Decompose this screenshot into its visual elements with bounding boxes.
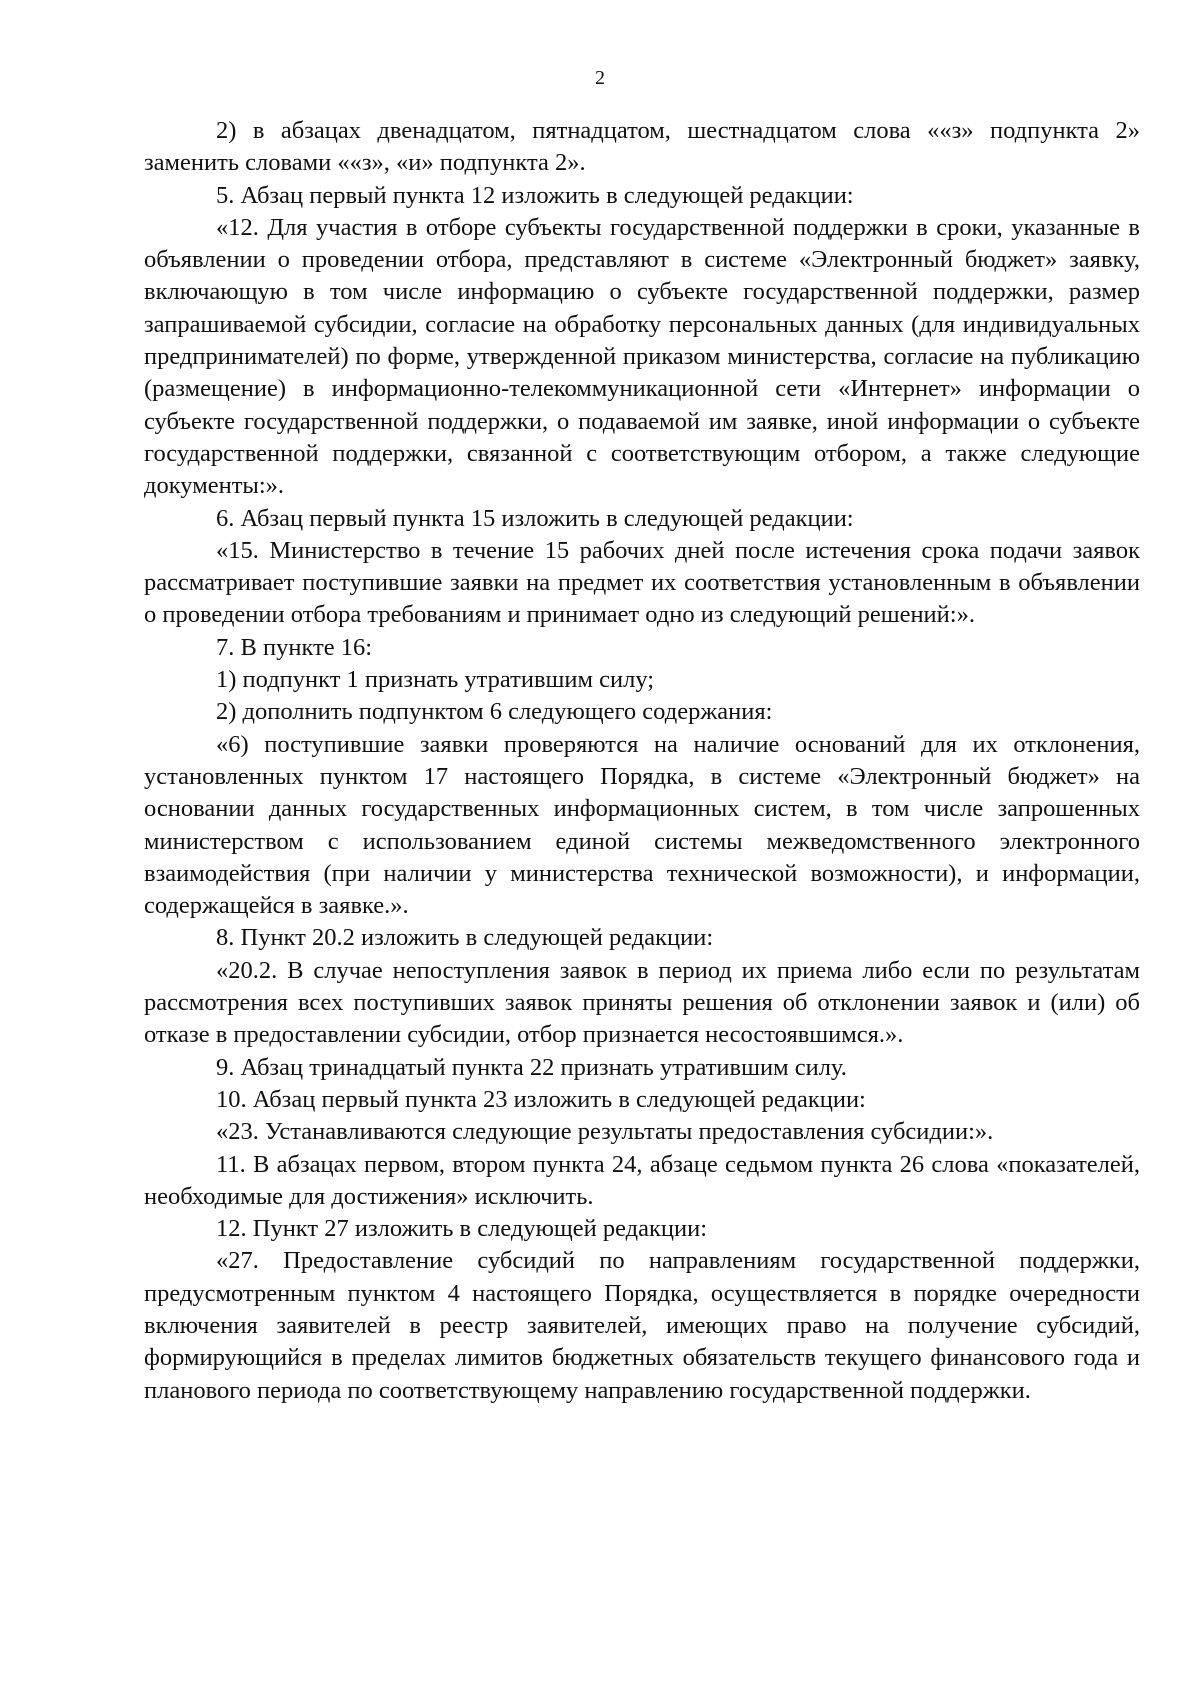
paragraph-quote-15: «15. Министерство в течение 15 рабочих дней после истечения срока подачи заявок рассматривает поступившие заявки на предмет их соответствия установленным в объявлении о проведении отбора требованиям и принимает одно из следующий решений:». xyxy=(144,536,1140,629)
paragraph-quote-6: «6) поступившие заявки проверяются на наличие оснований для их отклонения, установленных пунктом 17 настоящего Порядка, в системе «Электронный бюджет» на основании данных государственных информационных систем, в том числе запрошенных министерством с использованием единой системы межведомственного электронного взаимодействия (при наличии у министерства технической возможности), и информации, содержащейся в заявке.». xyxy=(144,730,1140,920)
paragraph-item-8: 8. Пункт 20.2 изложить в следующей редакции: xyxy=(216,924,714,952)
paragraph-subitem-2: 2) дополнить подпунктом 6 следующего содержания: xyxy=(216,698,773,726)
paragraph-quote-12: «12. Для участия в отборе субъекты государственной поддержки в сроки, указанные в объявлении о проведении отбора, представляют в системе «Электронный бюджет» заявку, включающую в том числе информацию о субъекте государственной поддержки, размер запрашиваемой субсидии, согласие на обработку персональных данных (для индивидуальных предпринимателей) по форме, утвержденной приказом министерства, согласие на публикацию (размещение) в информационно-телекоммуникационной сети «Интернет» информации о субъекте государственной поддержки, о подаваемой им заявке, иной информации о субъекте государственной поддержки, связанной с соответствующим отбором, а также следующие документы:». xyxy=(144,213,1140,500)
paragraph-item-5: 5. Абзац первый пункта 12 изложить в следующей редакции: xyxy=(216,181,854,209)
paragraph-item-6: 6. Абзац первый пункта 15 изложить в следующей редакции: xyxy=(216,504,854,532)
page-number: 2 xyxy=(595,67,605,89)
paragraph-item-10: 10. Абзац первый пункта 23 изложить в следующей редакции: xyxy=(216,1085,866,1113)
paragraph-quote-23: «23. Устанавливаются следующие результаты предоставления субсидии:». xyxy=(216,1118,994,1146)
paragraph-item-7: 7. В пункте 16: xyxy=(216,633,373,661)
paragraph-item-11: 11. В абзацах первом, втором пункта 24, абзаце седьмом пункта 26 слова «показателей, необходимые для достижения» исключить. xyxy=(144,1150,1140,1210)
document-body xyxy=(144,115,1140,1407)
paragraph-quote-27: «27. Предоставление субсидий по направлениям государственной поддержки, предусмотренным пунктом 4 настоящего Порядка, осуществляется в порядке очередности включения заявителей в реестр заявителей, имеющих право на получение субсидий, формирующийся в пределах лимитов бюджетных обязательств текущего финансового года и планового периода по соответствующему направлению государственной поддержки. xyxy=(144,1247,1140,1404)
paragraph-quote-20-2: «20.2. В случае непоступления заявок в период их приема либо если по результатам рассмотрения всех поступивших заявок приняты решения об отклонении заявок и (или) об отказе в предоставлении субсидии, отбор признается несостоявшимся.». xyxy=(144,956,1140,1049)
paragraph-2-words-replacement: 2) в абзацах двенадцатом, пятнадцатом, шестнадцатом слова ««з» подпункта 2» заменить словами ««з», «и» подпункта 2». xyxy=(144,117,1140,177)
paragraph-item-12: 12. Пункт 27 изложить в следующей редакции: xyxy=(216,1215,708,1243)
paragraph-item-9: 9. Абзац тринадцатый пункта 22 признать утратившим силу. xyxy=(216,1053,847,1081)
paragraph-subitem-1: 1) подпункт 1 признать утратившим силу; xyxy=(216,666,655,694)
